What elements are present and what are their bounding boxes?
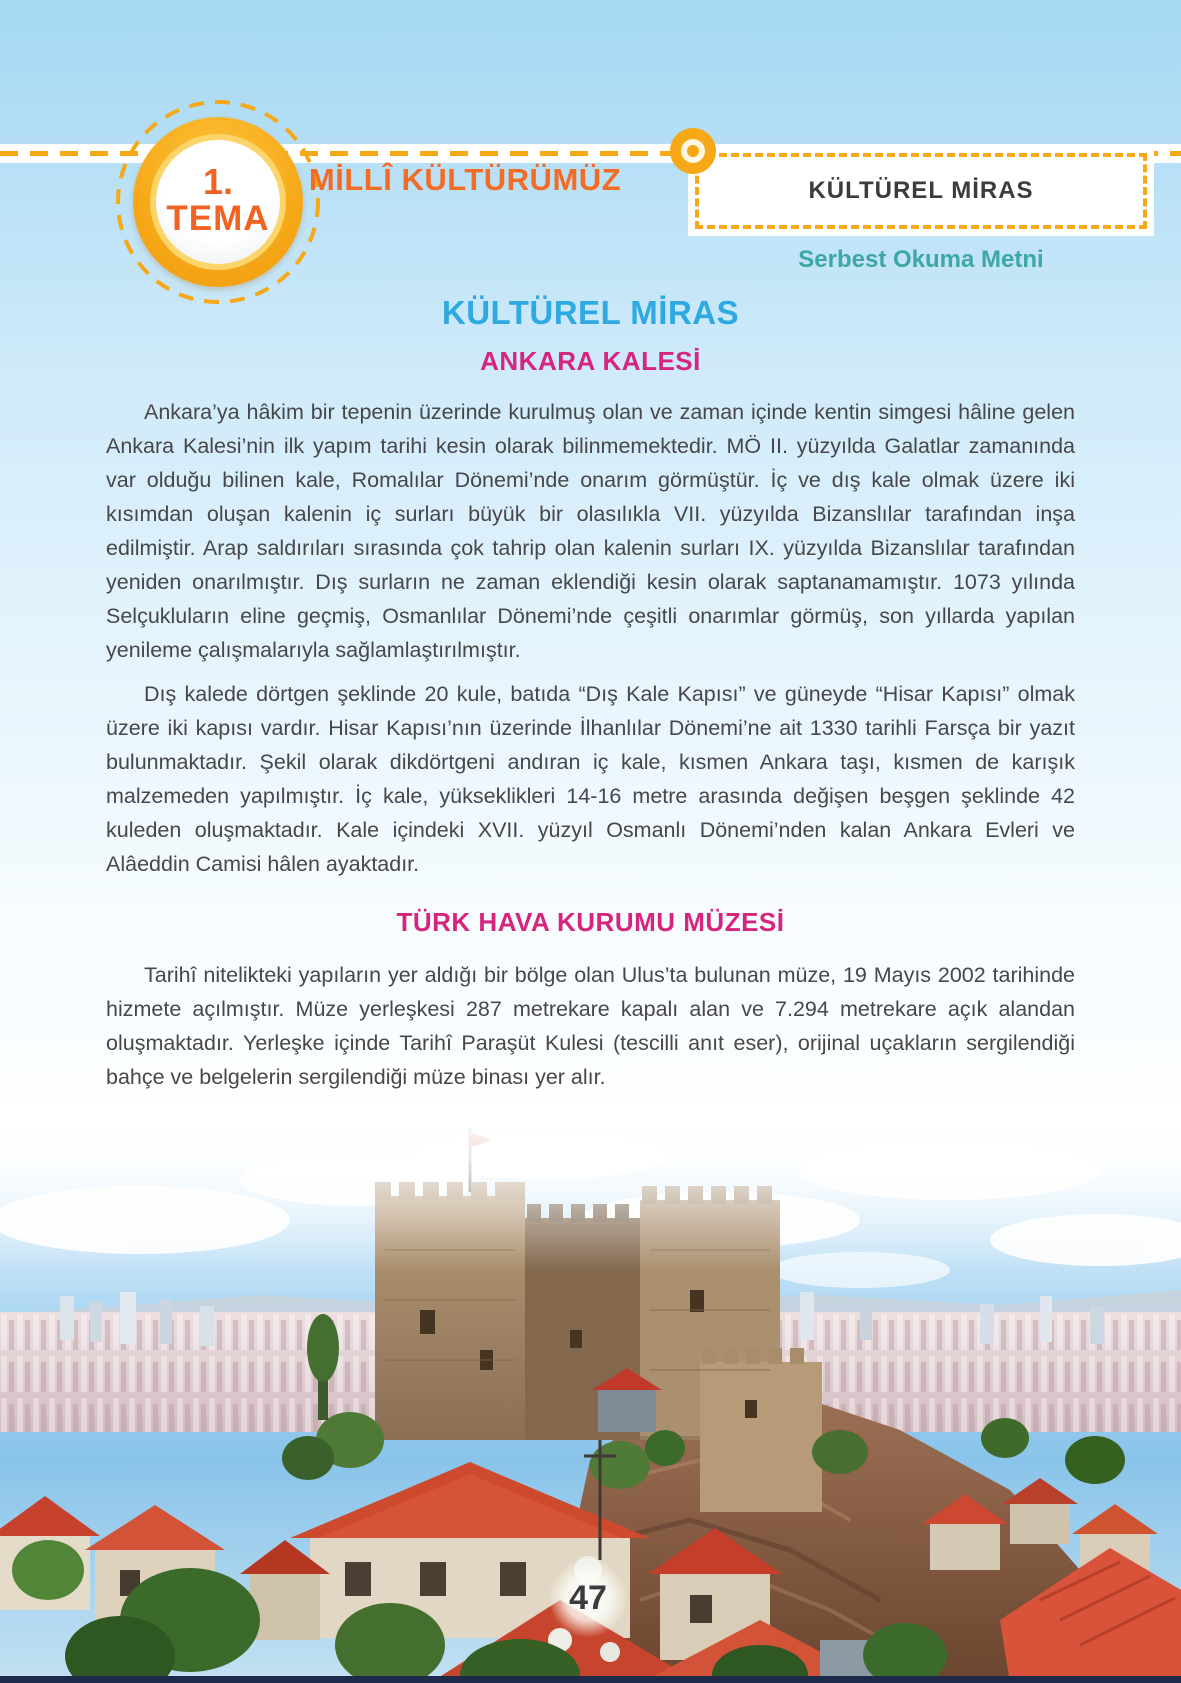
paragraph: Dış kalede dörtgen şeklinde 20 kule, batıda “Dış Kale Kapısı” ve güneyde “Hisar Kapısı” olmak üzere iki kapısı vardır. Hisar Kapısı’nın üzerinde İlhanlılar Dönemi’ne ait 1330 tarihli Farsça bir yazıt bulunmaktadır. Şekil olarak dikdörtgeni andıran iç kale, kısmen Ankara taşı, kısmen de karışık malzemeden yapılmıştır. İç kale, yükseklikleri 14-16 metre arasında değişen beşgen şeklinde 42 kuleden oluşmaktadır. Kale içindeki XVII. yüzyıl Osmanlı Dönemi’nden kalan Ankara Evleri ve Alâeddin Camisi hâlen ayaktadır. [106,682,1075,876]
tema-number: 1. [202,161,234,202]
section-title-thk-muzesi: TÜRK HAVA KURUMU MÜZESİ [396,907,785,937]
section-title-ankara-kalesi: ANKARA KALESİ [480,346,701,376]
topic-box-dashed-border [695,153,1147,229]
bottom-strip [0,1676,1181,1683]
pin-icon [670,128,716,174]
paragraph: Ankara’ya hâkim bir tepenin üzerinde kurulmuş olan ve zaman içinde kentin simgesi hâline gelen Ankara Kalesi’nin ilk yapım tarihi kesin olarak bilinmemektedir. MÖ II. yüzyılda Galatlar zamanında var olduğu bilinen kale, Romalılar Dönemi’nde onarım görmüştür. İç ve dış kale olmak üzere iki kısımdan oluşan kalenin iç surları büyük bir olasılıkla VII. yüzyılda Bizanslılar tarafından inşa edilmiştir. Arap saldırıları sırasında çok tahrip olan kalenin surları IX. yüzyılda Bizanslılar tarafından yeniden onarılmıştır. Dış surların ne zaman eklendiği kesin olarak saptanamamıştır. 1073 yılında Selçukluların eline geçmiş, Osmanlılar Dönemi’nde çeşitli onarımlar görmüş, son yıllarda yapılan yenileme çalışmalarıyla sağlamlaştırılmıştır. [106,400,1075,662]
page-number-badge [548,1558,628,1638]
tema-label: TEMA [166,199,270,238]
page-number: 47 [569,1578,607,1617]
unit-title: MİLLÎ KÜLTÜRÜMÜZ [308,162,622,197]
reading-type-subtitle: Serbest Okuma Metni [798,246,1044,273]
article [106,294,1075,1104]
badge-inner-circle [156,140,280,264]
topic-box-label: KÜLTÜREL MİRAS [808,177,1034,204]
topic-box [688,146,1154,236]
paragraph: Tarihî nitelikteki yapıların yer aldığı bir bölge olan Ulus’ta bulunan müze, 19 Mayıs 2002 tarihinde hizmete açılmıştır. Müze yerleşkesi 287 metrekare kapalı alan ve 7.294 metrekare açık alandan oluşmaktadır. Yerleşke içinde Tarihî Paraşüt Kulesi (tescilli anıt eser), orijinal uçakların sergilendiği bahçe ve belgelerin sergilendiği müze binası yer alır. [106,963,1075,1089]
tema-badge [112,96,324,308]
photo-top-fade [0,1100,1181,1270]
article-main-heading: KÜLTÜREL MİRAS [441,294,740,331]
